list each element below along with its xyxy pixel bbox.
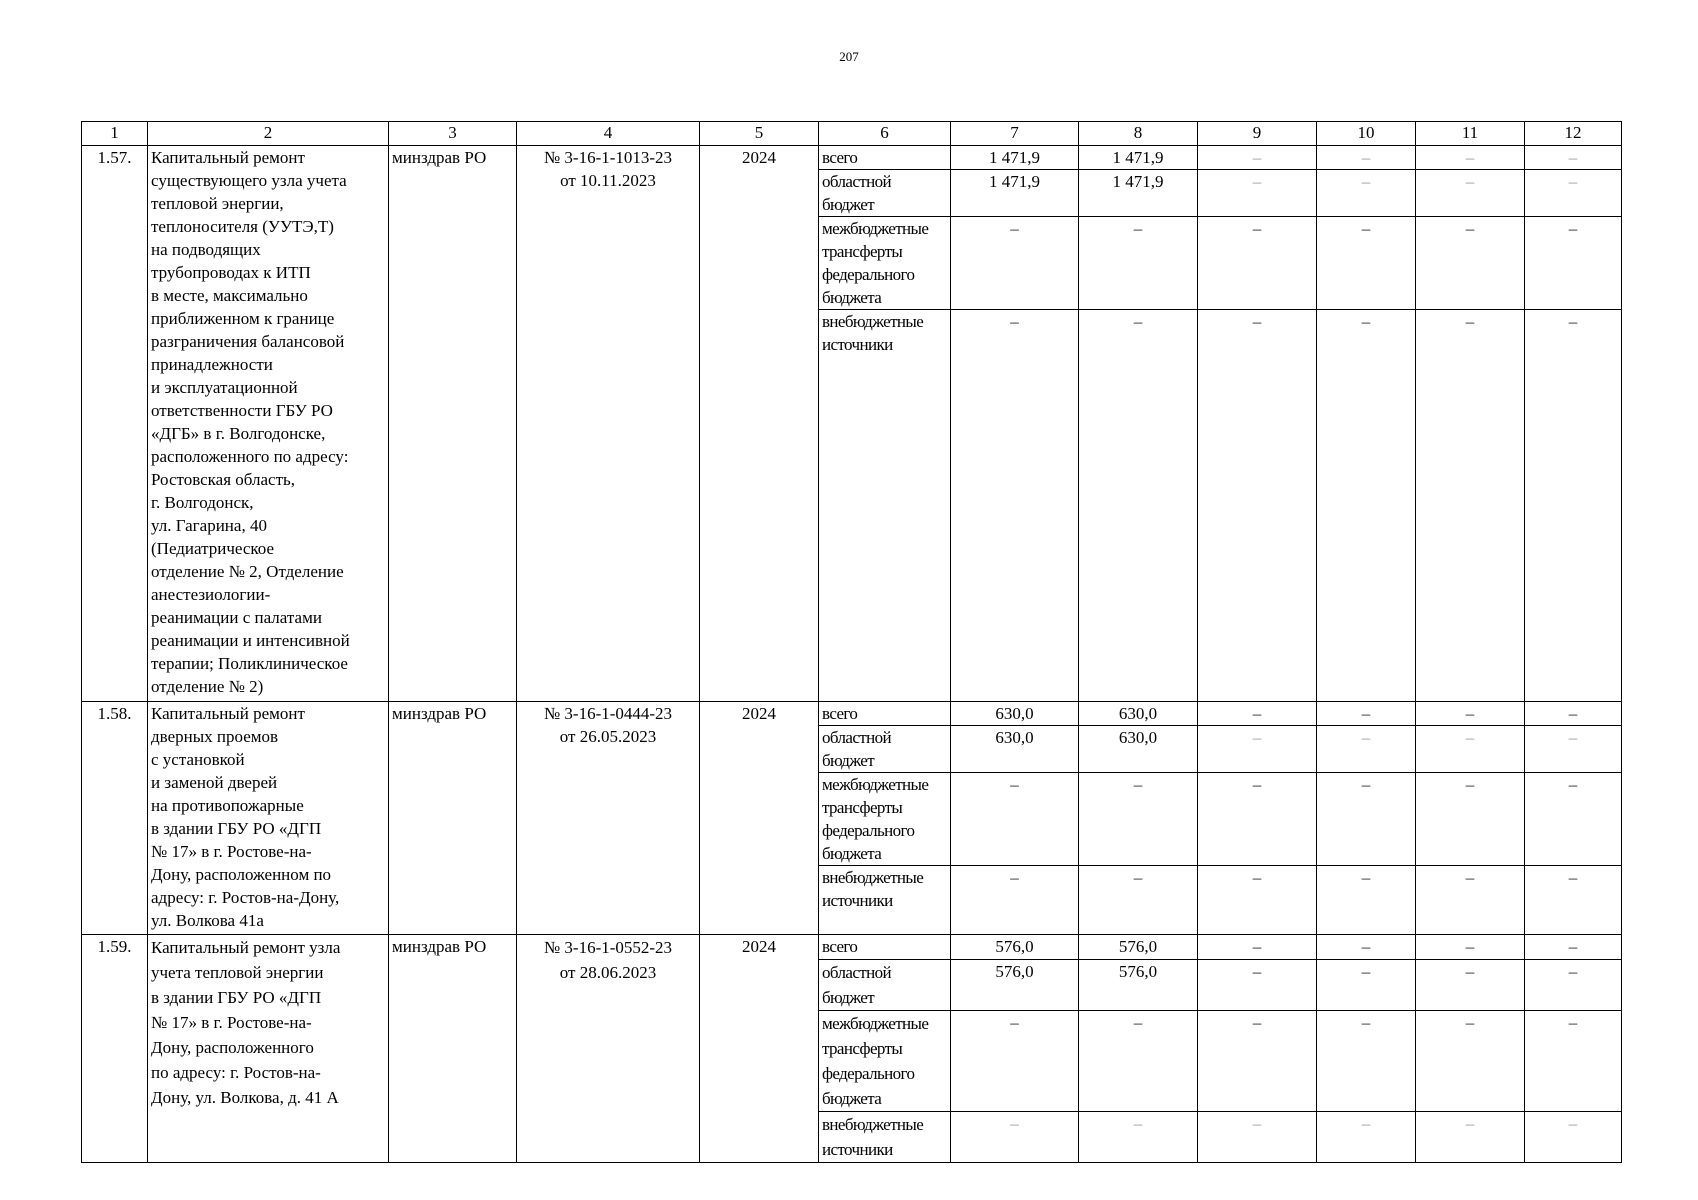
- value-cell: –: [1416, 726, 1525, 773]
- column-header: 7: [951, 122, 1079, 146]
- value-cell: –: [1198, 1112, 1317, 1163]
- source-label: всего: [819, 146, 951, 170]
- source-label: внебюджетные источники: [819, 866, 951, 935]
- source-label: областной бюджет: [819, 170, 951, 217]
- value-cell: –: [1079, 217, 1198, 310]
- value-cell: –: [1416, 146, 1525, 170]
- value-cell: –: [1198, 146, 1317, 170]
- value-cell: –: [1525, 773, 1622, 866]
- value-cell: –: [1317, 1011, 1416, 1112]
- column-header: 1: [82, 122, 148, 146]
- value-cell: –: [1198, 773, 1317, 866]
- value-cell: –: [1525, 146, 1622, 170]
- value-cell: –: [951, 310, 1079, 702]
- value-cell: –: [1198, 726, 1317, 773]
- value-cell: –: [1416, 960, 1525, 1011]
- value-cell: –: [1317, 310, 1416, 702]
- source-label: всего: [819, 935, 951, 960]
- value-cell: –: [1525, 310, 1622, 702]
- source-label: межбюджетные трансферты федерального бюджета: [819, 217, 951, 310]
- source-label: областной бюджет: [819, 726, 951, 773]
- value-cell: –: [1317, 702, 1416, 726]
- source-label: внебюджетные источники: [819, 1112, 951, 1163]
- source-label: областной бюджет: [819, 960, 951, 1011]
- doc-number: № 3-16-1-0444-23: [543, 704, 673, 723]
- value-cell: –: [1525, 702, 1622, 726]
- item-description: Капитальный ремонт узла учета тепловой энергии в здании ГБУ РО «ДГП № 17» в г. Ростове-на- Дону, расположенного по адресу: г. Ростов-на- Дону, ул. Волкова, д. 41 А: [148, 935, 389, 1163]
- value-cell: –: [1416, 310, 1525, 702]
- value-cell: –: [1198, 866, 1317, 935]
- table-row: [82, 935, 1622, 960]
- value-cell: –: [1317, 726, 1416, 773]
- value-cell: –: [1198, 310, 1317, 702]
- source-label: межбюджетные трансферты федерального бюджета: [819, 1011, 951, 1112]
- item-year: 2024: [700, 702, 819, 935]
- value-cell: 630,0: [1079, 726, 1198, 773]
- column-header: 9: [1198, 122, 1317, 146]
- value-cell: 576,0: [951, 935, 1079, 960]
- doc-date: от 10.11.2023: [560, 171, 656, 190]
- value-cell: 1 471,9: [951, 146, 1079, 170]
- value-cell: 576,0: [951, 960, 1079, 1011]
- value-cell: –: [1416, 217, 1525, 310]
- value-cell: –: [1198, 170, 1317, 217]
- item-description: Капитальный ремонт дверных проемов с установкой и заменой дверей на противопожарные в здании ГБУ РО «ДГП № 17» в г. Ростове-на- Дону, расположенном по адресу: г. Ростов-на-Дону, ул. Волкова 41а: [148, 702, 389, 935]
- value-cell: –: [1079, 866, 1198, 935]
- column-header: 12: [1525, 122, 1622, 146]
- value-cell: –: [1079, 1011, 1198, 1112]
- doc-date: от 26.05.2023: [559, 727, 657, 746]
- value-cell: –: [1416, 935, 1525, 960]
- value-cell: –: [1525, 935, 1622, 960]
- value-cell: 576,0: [1079, 935, 1198, 960]
- item-year: 2024: [700, 935, 819, 1163]
- column-header: 10: [1317, 122, 1416, 146]
- value-cell: 630,0: [951, 702, 1079, 726]
- value-cell: –: [1317, 217, 1416, 310]
- value-cell: –: [1079, 773, 1198, 866]
- value-cell: –: [1317, 960, 1416, 1011]
- item-year: 2024: [700, 146, 819, 702]
- value-cell: –: [1416, 1112, 1525, 1163]
- value-cell: 1 471,9: [1079, 170, 1198, 217]
- item-document: [517, 702, 700, 935]
- item-document: [517, 935, 700, 1163]
- value-cell: –: [1525, 1011, 1622, 1112]
- value-cell: –: [1198, 960, 1317, 1011]
- page-number: 207: [839, 49, 859, 64]
- column-number-row: [82, 122, 1622, 146]
- item-agency: минздрав РО: [389, 146, 517, 702]
- value-cell: –: [1416, 866, 1525, 935]
- budget-table: [81, 121, 1622, 1163]
- value-cell: –: [1079, 1112, 1198, 1163]
- value-cell: 630,0: [951, 726, 1079, 773]
- value-cell: –: [951, 866, 1079, 935]
- value-cell: –: [1416, 702, 1525, 726]
- column-header: 2: [148, 122, 389, 146]
- table-row: [82, 702, 1622, 726]
- source-label: межбюджетные трансферты федерального бюджета: [819, 773, 951, 866]
- value-cell: –: [1525, 726, 1622, 773]
- value-cell: –: [1525, 1112, 1622, 1163]
- value-cell: 630,0: [1079, 702, 1198, 726]
- value-cell: –: [1525, 866, 1622, 935]
- value-cell: –: [1317, 866, 1416, 935]
- item-description: Капитальный ремонт существующего узла учета тепловой энергии, теплоносителя (УУТЭ,Т) на подводящих трубопроводах к ИТП в месте, максимально приближенном к границе разграничения балансовой принадлежности и эксплуатационной ответственности ГБУ РО «ДГБ» в г. Волгодонске, расположенного по адресу: Ростовская область, г. Волгодонск, ул. Гагарина, 40 (Педиатрическое отделение № 2, Отделение анестезиологии- реанимации с палатами реанимации и интенсивной терапии; Поликлиническое отделение № 2): [148, 146, 389, 702]
- value-cell: –: [1416, 773, 1525, 866]
- item-agency: минздрав РО: [389, 935, 517, 1163]
- value-cell: –: [1525, 170, 1622, 217]
- value-cell: –: [1317, 935, 1416, 960]
- value-cell: –: [1079, 310, 1198, 702]
- item-number: 1.58.: [82, 702, 148, 935]
- value-cell: –: [1416, 170, 1525, 217]
- column-header: 5: [700, 122, 819, 146]
- value-cell: –: [1525, 217, 1622, 310]
- value-cell: –: [1198, 1011, 1317, 1112]
- value-cell: –: [1198, 702, 1317, 726]
- value-cell: –: [1317, 1112, 1416, 1163]
- value-cell: 1 471,9: [1079, 146, 1198, 170]
- value-cell: –: [1317, 773, 1416, 866]
- column-header: 3: [389, 122, 517, 146]
- column-header: 4: [517, 122, 700, 146]
- value-cell: 1 471,9: [951, 170, 1079, 217]
- item-number: 1.59.: [82, 935, 148, 1163]
- item-agency: минздрав РО: [389, 702, 517, 935]
- value-cell: –: [1198, 935, 1317, 960]
- item-number: 1.57.: [82, 146, 148, 702]
- doc-date: от 28.06.2023: [559, 963, 657, 982]
- value-cell: –: [951, 1011, 1079, 1112]
- value-cell: –: [951, 1112, 1079, 1163]
- source-label: внебюджетные источники: [819, 310, 951, 702]
- value-cell: –: [1525, 960, 1622, 1011]
- value-cell: 576,0: [1079, 960, 1198, 1011]
- column-header: 11: [1416, 122, 1525, 146]
- column-header: 8: [1079, 122, 1198, 146]
- doc-number: № 3-16-1-1013-23: [543, 148, 673, 167]
- table-row: [82, 146, 1622, 170]
- value-cell: –: [1317, 146, 1416, 170]
- doc-number: № 3-16-1-0552-23: [543, 938, 673, 957]
- source-label: всего: [819, 702, 951, 726]
- value-cell: –: [1416, 1011, 1525, 1112]
- value-cell: –: [951, 773, 1079, 866]
- item-document: [517, 146, 700, 702]
- column-header: 6: [819, 122, 951, 146]
- value-cell: –: [1317, 170, 1416, 217]
- value-cell: –: [951, 217, 1079, 310]
- value-cell: –: [1198, 217, 1317, 310]
